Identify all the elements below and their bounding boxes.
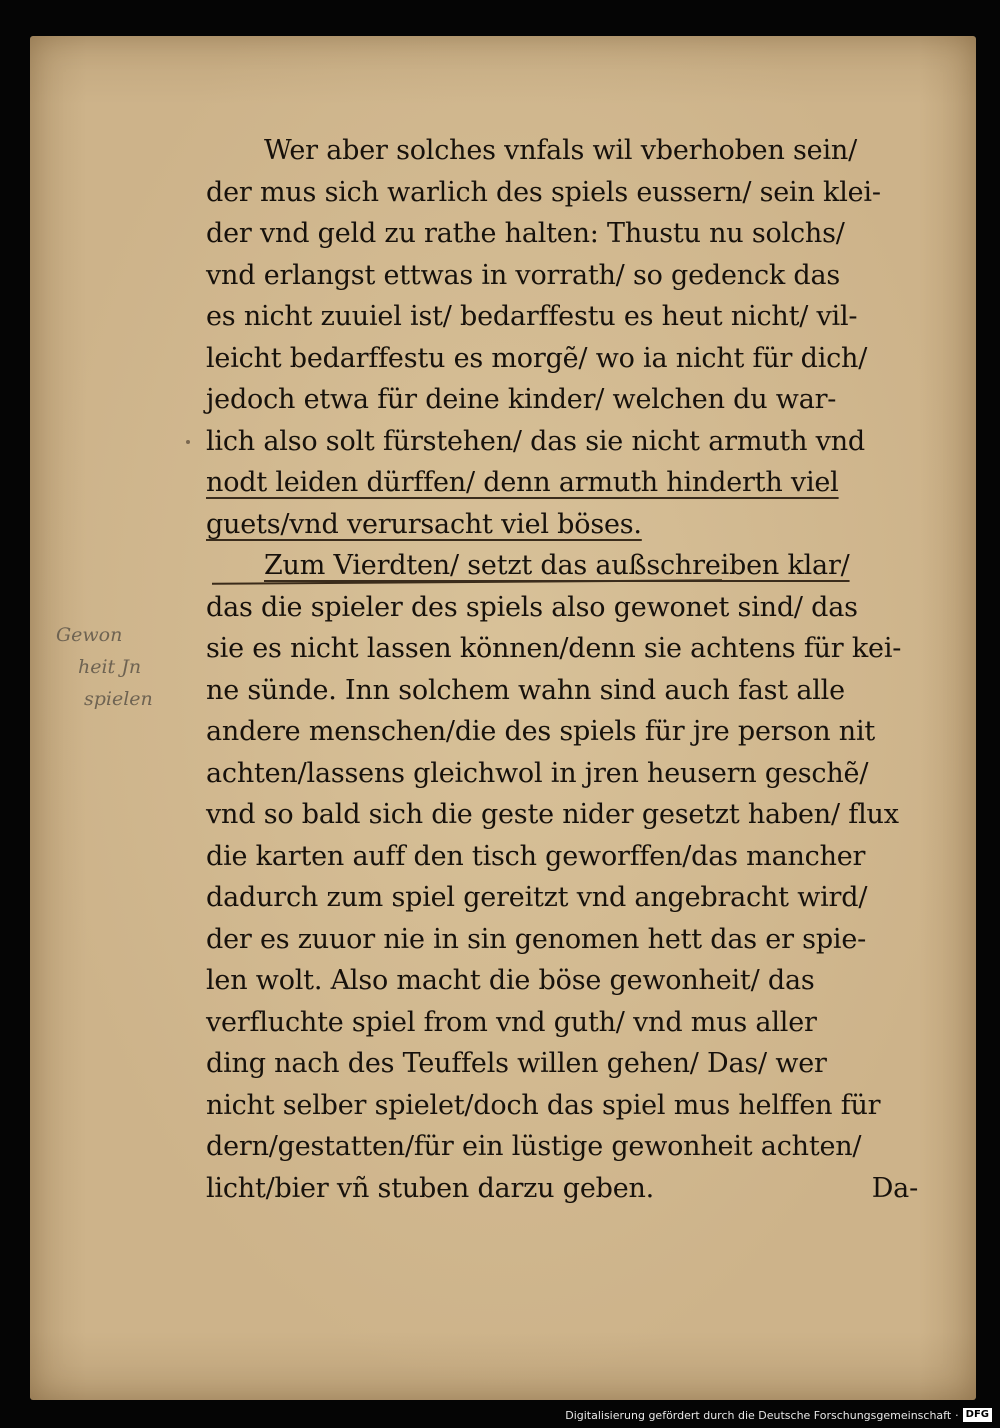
text-line: nicht selber spielet/doch das spiel mus helffen für (206, 1089, 881, 1121)
text-line: dern/gestatten/für ein lüstige gewonheit achten/ (206, 1131, 862, 1162)
dfg-logo-icon: DFG (963, 1408, 992, 1422)
text-line: die karten auff den tisch geworffen/das mancher (206, 840, 866, 872)
separator-dot: · (955, 1408, 959, 1422)
marginalia-line: Gewon (56, 624, 123, 646)
text-line: leicht bedarffestu es morgẽ/ wo ia nicht für dich/ (206, 342, 868, 374)
text-line: der es zuuor nie in sin genomen hett das er spie- (206, 923, 867, 955)
marginalia-line: spielen (84, 688, 153, 710)
text-line: dadurch zum spiel gereitzt vnd angebracht wird/ (206, 882, 868, 913)
text-line: nodt leiden dürffen/ denn armuth hinderth viel (206, 467, 839, 498)
credit-text: Digitalisierung gefördert durch die Deutsche Forschungsgemeinschaft (565, 1408, 952, 1422)
catchword: Da- (871, 1172, 918, 1204)
paper-speck (186, 440, 190, 444)
text-line: es nicht zuuiel ist/ bedarffestu es heut nicht/ vil- (206, 301, 858, 332)
text-line: licht/bier vñ stuben darzu geben. (206, 1172, 655, 1204)
body-text (206, 130, 946, 1209)
marginalia-line: heit Jn (78, 656, 142, 678)
text-line: ne sünde. Inn solchem wahn sind auch fast alle (206, 674, 845, 706)
digitization-credit (565, 1406, 992, 1424)
text-line: jedoch etwa für deine kinder/ welchen du war- (206, 384, 837, 415)
text-line: len wolt. Also macht die böse gewonheit/ das (206, 965, 815, 996)
text-line: andere menschen/die des spiels für jre person nit (206, 716, 876, 747)
text-line: ding nach des Teuffels willen gehen/ Das/ wer (206, 1048, 827, 1079)
text-line: das die spieler des spiels also gewonet sind/ das (206, 591, 858, 623)
text-line: der mus sich warlich des spiels eussern/ sein klei- (206, 176, 881, 208)
text-line: Zum Vierdten/ setzt das außschreiben klar/ (264, 550, 850, 581)
book-page (30, 36, 976, 1400)
text-line: lich also solt fürstehen/ das sie nicht armuth vnd (206, 425, 865, 457)
text-line: sie es nicht lassen können/denn sie achtens für kei- (206, 633, 902, 664)
text-line: achten/lassens gleichwol in jren heusern geschẽ/ (206, 757, 869, 789)
text-line: der vnd geld zu rathe halten: Thustu nu solchs/ (206, 218, 845, 249)
text-line: Wer aber solches vnfals wil vberhoben sein/ (264, 135, 857, 166)
text-line: vnd erlangst ettwas in vorrath/ so gedenck das (206, 259, 841, 291)
text-line: vnd so bald sich die geste nider gesetzt haben/ flux (206, 799, 899, 830)
text-line: guets/vnd verursacht viel böses. (206, 508, 642, 540)
text-line: verfluchte spiel from vnd guth/ vnd mus aller (206, 1006, 817, 1038)
